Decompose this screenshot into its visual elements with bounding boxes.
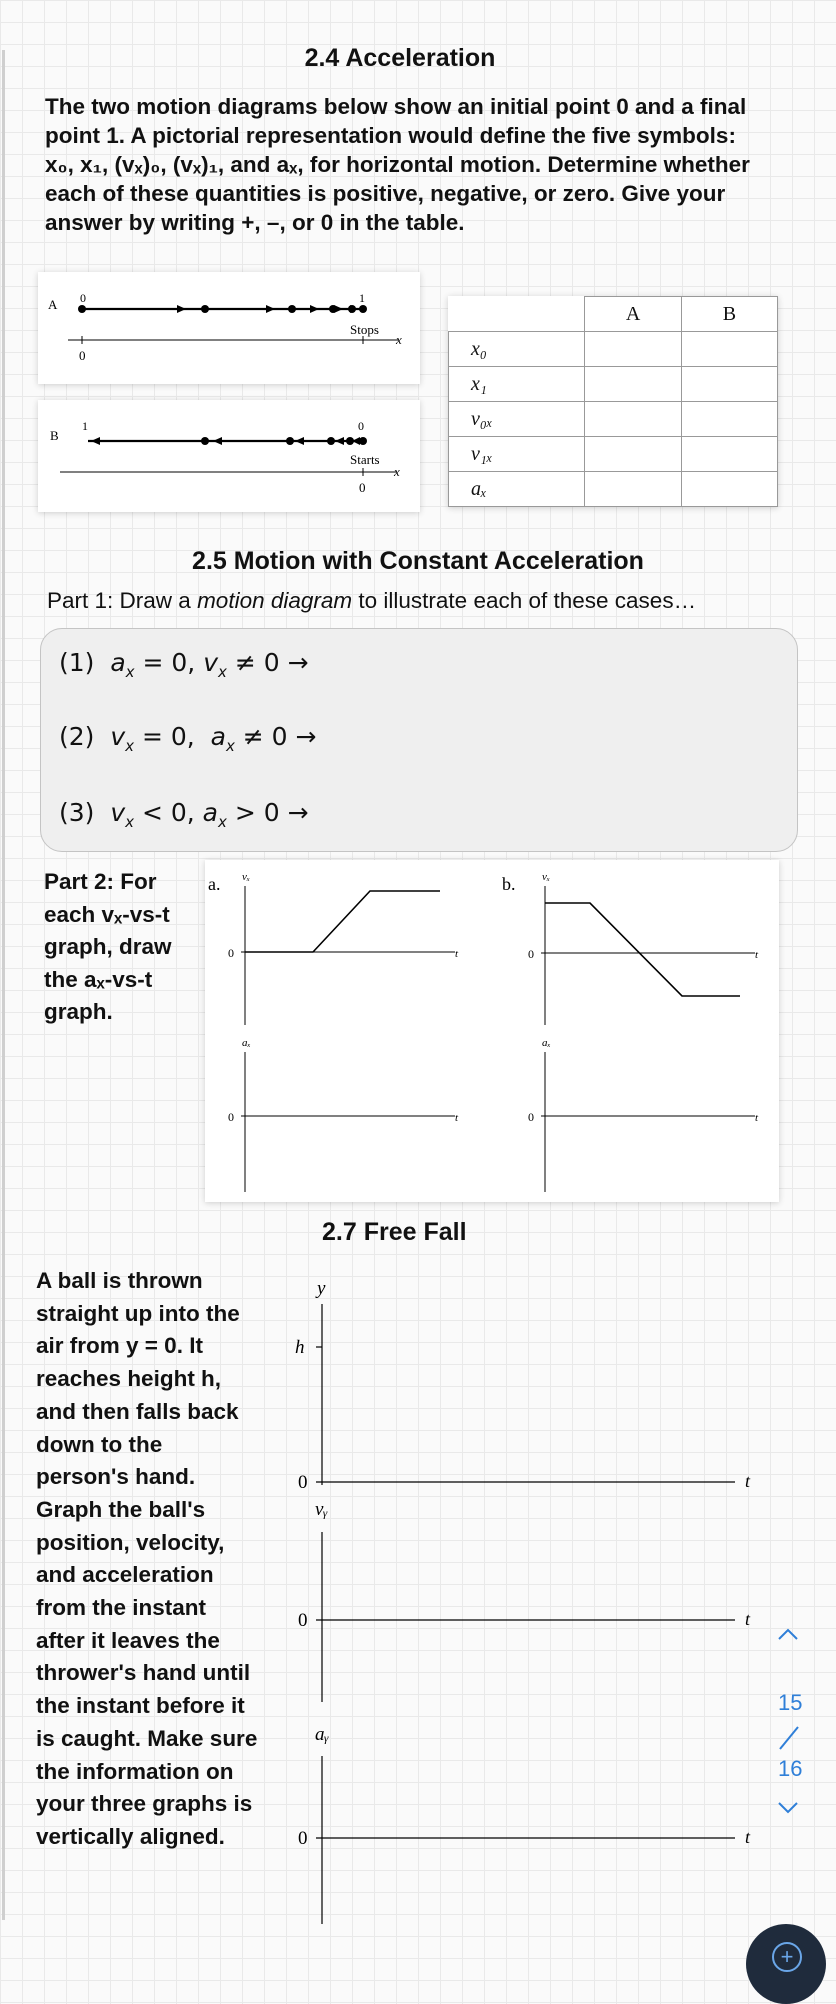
add-page-button[interactable] <box>746 1924 826 2004</box>
origin-label: 0 <box>359 480 366 495</box>
section-title-free-fall: 2.7 Free Fall <box>322 1218 467 1246</box>
chevron-up-icon <box>776 1624 800 1642</box>
prompt-line: from the instant <box>36 1595 207 1621</box>
velocity-arrow <box>310 305 319 313</box>
position-dot <box>346 437 354 445</box>
motion-diagram-a <box>38 272 420 384</box>
prompt-line: and acceleration <box>36 1562 214 1588</box>
velocity-arrow <box>213 437 222 445</box>
motion-diagram-a-svg <box>38 272 420 384</box>
end-point-label: 1 <box>359 291 365 305</box>
velocity-t-label: t <box>745 1609 751 1629</box>
case-relation: = 0, <box>134 648 204 677</box>
position-dot <box>329 305 337 313</box>
case-relation: > 0 → <box>226 798 309 827</box>
event-label: Starts <box>350 452 380 467</box>
row-symbol: v₁ₓ <box>449 437 585 472</box>
start-point-label: 0 <box>80 291 86 305</box>
accel-subscript: x <box>217 813 227 831</box>
table-row <box>449 367 778 402</box>
answer-cell[interactable] <box>585 472 681 507</box>
part2-line: the aₓ-vs-t <box>44 966 153 992</box>
position-dot <box>286 437 294 445</box>
case-number: (2) <box>59 722 95 751</box>
table-row <box>449 332 778 367</box>
prompt-line: vertically aligned. <box>36 1823 225 1849</box>
part1-emphasis: motion diagram <box>197 588 353 613</box>
part1-instruction <box>47 588 696 614</box>
page-separator-icon <box>778 1725 800 1756</box>
answer-cell[interactable] <box>681 367 777 402</box>
velocity-subscript: x <box>125 813 135 831</box>
answer-cell[interactable] <box>585 367 681 402</box>
case-relation: = 0, <box>134 722 211 751</box>
position-t-label: t <box>745 1471 751 1491</box>
row-symbol: v₀ₓ <box>449 402 585 437</box>
graph-a-vx-label: vₓ <box>242 871 251 883</box>
graph-b-t-label-2: t <box>755 1112 759 1124</box>
case-relation: ≠ 0 → <box>234 722 317 751</box>
axis-label: x <box>396 332 402 347</box>
answer-cell[interactable] <box>681 402 777 437</box>
graph-b-vx-label: vₓ <box>542 871 551 883</box>
velocity-arrow <box>335 437 344 445</box>
answer-cell[interactable] <box>681 437 777 472</box>
graph-a-zero: 0 <box>228 946 234 960</box>
acceleration-t-label: t <box>745 1827 751 1847</box>
table-row <box>449 472 778 507</box>
velocity-symbol: v <box>110 798 126 827</box>
accel-subscript: x <box>125 663 135 681</box>
motion-diagram-b-svg <box>38 400 420 512</box>
velocity-zero: 0 <box>298 1610 308 1631</box>
graph-b-velocity-curve <box>545 903 740 996</box>
page-down-button[interactable] <box>776 1800 800 1823</box>
motion-diagram-b <box>38 400 420 512</box>
height-label: h <box>295 1337 305 1358</box>
position-zero: 0 <box>298 1472 308 1493</box>
prompt-line: person's hand. <box>36 1464 196 1490</box>
case-number: (3) <box>59 798 95 827</box>
answer-cell[interactable] <box>585 332 681 367</box>
part2-line: each vₓ-vs-t <box>44 901 170 927</box>
velocity-arrow <box>295 437 304 445</box>
graph-a-label: a. <box>208 874 221 894</box>
table-row <box>449 437 778 472</box>
graph-a-t-label: t <box>455 948 459 960</box>
chevron-down-icon <box>776 1800 800 1818</box>
cases-box[interactable] <box>40 628 798 852</box>
graph-a-t-label-2: t <box>455 1112 459 1124</box>
current-page: 15 <box>778 1690 803 1715</box>
graph-b-zero-2: 0 <box>528 1110 534 1124</box>
position-dot <box>359 305 367 313</box>
prompt-line: after it leaves the <box>36 1627 220 1653</box>
prompt-line: down to the <box>36 1431 163 1457</box>
graph-b-t-label: t <box>755 949 759 961</box>
table-header-row <box>449 297 778 332</box>
origin-label: 0 <box>79 348 86 363</box>
section-title-acceleration: 2.4 Acceleration <box>304 44 496 72</box>
column-header-b: B <box>681 297 777 332</box>
prompt-line: reaches height h, <box>36 1366 222 1392</box>
prompt-line: straight up into the <box>36 1300 240 1326</box>
velocity-arrow <box>91 437 100 445</box>
case-1 <box>59 648 309 681</box>
table-row <box>449 402 778 437</box>
sign-table-card <box>448 296 778 507</box>
graph-a-zero-2: 0 <box>228 1110 234 1124</box>
column-header-a: A <box>585 297 681 332</box>
prompt-line: A ball is thrown <box>36 1268 203 1293</box>
diagram-label: A <box>48 297 58 312</box>
start-point-label: 1 <box>82 419 88 433</box>
position-dot <box>78 305 86 313</box>
prompt-line: is caught. Make sure <box>36 1725 258 1751</box>
end-point-label: 0 <box>358 419 364 433</box>
part2-instruction <box>44 866 194 1029</box>
prompt-line: Graph the ball's <box>36 1496 206 1522</box>
axis-label: x <box>394 464 400 479</box>
position-dot <box>201 437 209 445</box>
answer-cell[interactable] <box>585 402 681 437</box>
prompt-line: air from y = 0. It <box>36 1333 203 1359</box>
velocity-symbol: v <box>203 648 218 677</box>
prompt-line: and then falls back <box>36 1398 239 1424</box>
accel-symbol: a <box>202 798 218 827</box>
sign-table <box>448 296 778 507</box>
graph-a-ax-label: aₓ <box>242 1037 251 1049</box>
prompt-line: your three graphs is <box>36 1791 253 1817</box>
graph-b-zero: 0 <box>528 947 534 961</box>
position-dot <box>359 437 367 445</box>
case-relation: < 0, <box>134 798 203 827</box>
page-up-button[interactable] <box>776 1624 800 1647</box>
prompt-line: the instant before it <box>36 1693 245 1719</box>
position-dot <box>327 437 335 445</box>
acceleration-prompt <box>45 92 795 237</box>
event-label: Stops <box>350 322 379 337</box>
velocity-subscript: x <box>217 663 227 681</box>
part1-suffix: to illustrate each of these cases… <box>352 588 697 613</box>
accel-symbol: a <box>110 648 126 677</box>
graph-a-velocity-curve <box>245 891 440 952</box>
prompt-line: x₀, x₁, (vₓ)₀, (vₓ)₁, and aₓ, for horizontal motion. Determine whether <box>45 152 750 177</box>
case-number: (1) <box>59 648 95 677</box>
case-2 <box>59 722 316 755</box>
prompt-line: position, velocity, <box>36 1529 225 1555</box>
vy-axis-label: vᵧ <box>315 1499 328 1520</box>
prompt-line: point 1. A pictorial representation would define the five symbols: <box>45 123 736 148</box>
velocity-arrow <box>266 305 275 313</box>
row-symbol: aₓ <box>449 472 585 507</box>
part2-graphs-card <box>205 860 779 1202</box>
y-axis-label: y <box>317 1278 326 1299</box>
position-dot <box>348 305 356 313</box>
prompt-line: the information on <box>36 1758 234 1784</box>
part2-graphs-svg <box>205 860 779 1202</box>
total-pages: 16 <box>778 1756 803 1781</box>
section-title-constant-acceleration: 2.5 Motion with Constant Acceleration <box>192 547 644 575</box>
part2-line: graph. <box>44 999 113 1024</box>
part2-line: Part 2: For <box>44 869 157 894</box>
graph-b-label: b. <box>502 874 516 894</box>
answer-cell[interactable] <box>681 332 777 367</box>
prompt-line: each of these quantities is positive, negative, or zero. Give your <box>45 181 726 206</box>
row-symbol: x₀ <box>449 332 585 367</box>
velocity-arrow <box>177 305 186 313</box>
velocity-symbol: v <box>110 722 126 751</box>
plus-icon: + <box>772 1942 802 1972</box>
part2-line: graph, draw <box>44 934 172 959</box>
free-fall-graphs <box>290 1270 770 1930</box>
case-relation: ≠ 0 → <box>226 648 309 677</box>
free-fall-graphs-svg <box>290 1270 770 1930</box>
answer-cell[interactable] <box>681 472 777 507</box>
graph-b-ax-label: aₓ <box>542 1037 551 1049</box>
table-corner <box>449 297 585 332</box>
free-fall-prompt <box>36 1265 276 1854</box>
acceleration-zero: 0 <box>298 1828 308 1849</box>
left-margin-bar <box>2 50 5 1920</box>
position-dot <box>288 305 296 313</box>
velocity-subscript: x <box>125 737 135 755</box>
ay-axis-label: aᵧ <box>315 1724 329 1745</box>
prompt-line: answer by writing +, –, or 0 in the table. <box>45 210 465 235</box>
prompt-line: The two motion diagrams below show an initial point 0 and a final <box>45 94 747 119</box>
answer-cell[interactable] <box>585 437 681 472</box>
position-dot <box>201 305 209 313</box>
accel-symbol: a <box>210 722 226 751</box>
diagram-label: B <box>50 428 59 443</box>
accel-subscript: x <box>225 737 235 755</box>
prompt-line: thrower's hand until <box>36 1660 251 1686</box>
part1-prefix: Part 1: Draw a <box>47 588 198 613</box>
case-3 <box>59 798 309 831</box>
row-symbol: x₁ <box>449 367 585 402</box>
